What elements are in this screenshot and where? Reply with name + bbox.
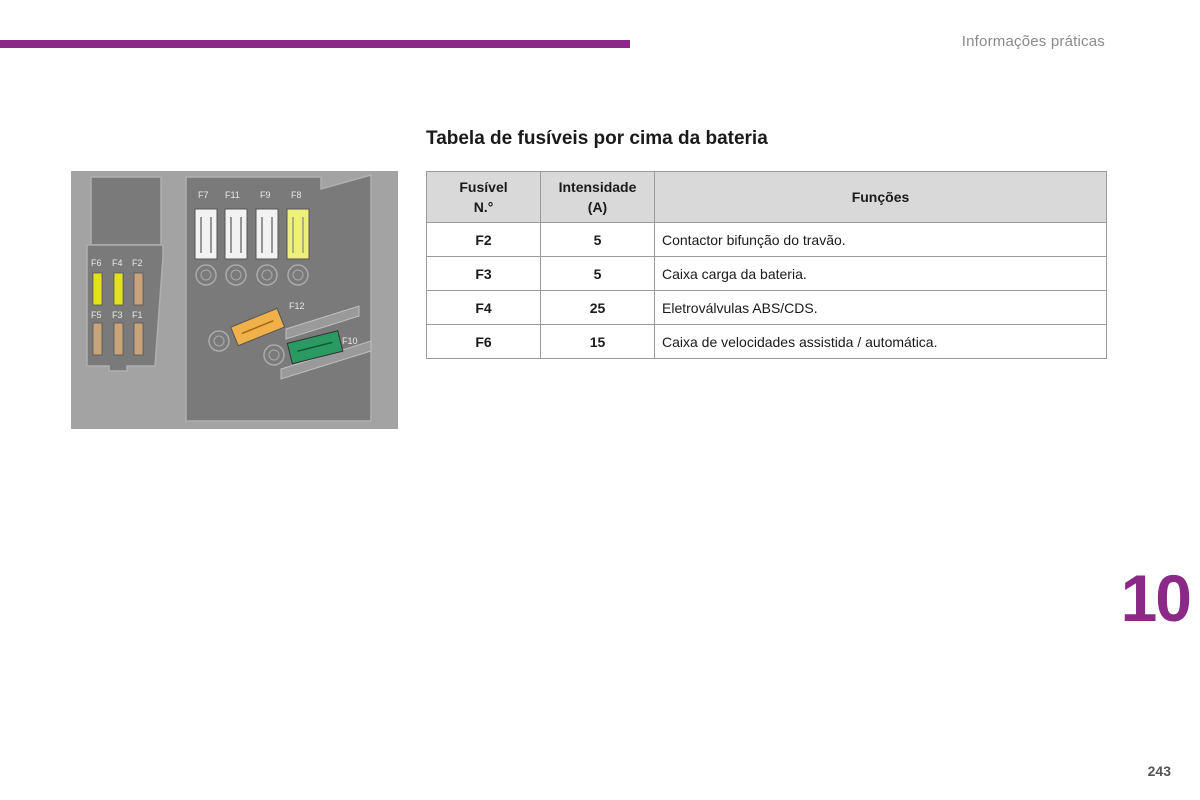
label-f12: F12 (289, 301, 305, 311)
fuse-f1 (134, 323, 143, 355)
fuse-f6 (93, 273, 102, 305)
label-f1: F1 (132, 310, 143, 320)
table-header-row (427, 172, 1107, 223)
fuse-f4 (114, 273, 123, 305)
cell-fuse: F3 (427, 257, 541, 291)
cell-amperage: 5 (541, 257, 655, 291)
header-functions: Funções (655, 172, 1107, 223)
cell-function: Contactor bifunção do travão. (655, 223, 1107, 257)
header-accent-bar (0, 40, 630, 48)
page-number: 243 (1147, 763, 1171, 779)
fuse-f5 (93, 323, 102, 355)
fuse-table (426, 171, 1107, 359)
cell-fuse: F6 (427, 325, 541, 359)
fuse-f2 (134, 273, 143, 305)
cell-fuse: F2 (427, 223, 541, 257)
cell-amperage: 5 (541, 223, 655, 257)
cell-function: Caixa de velocidades assistida / automática. (655, 325, 1107, 359)
cell-amperage: 15 (541, 325, 655, 359)
label-f9: F9 (260, 190, 271, 200)
cell-fuse: F4 (427, 291, 541, 325)
fuse-f3 (114, 323, 123, 355)
header-fuse-number (427, 172, 541, 223)
table-heading: Tabela de fusíveis por cima da bateria (426, 128, 768, 149)
label-f10: F10 (342, 336, 358, 346)
label-f4: F4 (112, 258, 123, 268)
fuse-f9 (256, 209, 278, 259)
label-f3: F3 (112, 310, 123, 320)
cell-amperage: 25 (541, 291, 655, 325)
cell-function: Eletroválvulas ABS/CDS. (655, 291, 1107, 325)
table-row (427, 325, 1107, 359)
label-f2: F2 (132, 258, 143, 268)
label-f6: F6 (91, 258, 102, 268)
label-f11: F11 (225, 190, 240, 200)
label-f5: F5 (91, 310, 102, 320)
header-amp-line2: (A) (587, 199, 608, 215)
fuse-f11 (225, 209, 247, 259)
header-fuse-line1: Fusível (459, 179, 508, 195)
label-f7: F7 (198, 190, 209, 200)
chapter-number: 10 (1120, 561, 1190, 635)
fuse-box-diagram (71, 171, 398, 429)
table-row (427, 291, 1107, 325)
fuse-f8 (287, 209, 309, 259)
table-row (427, 223, 1107, 257)
fuse-f7 (195, 209, 217, 259)
cell-function: Caixa carga da bateria. (655, 257, 1107, 291)
header-amperage (541, 172, 655, 223)
section-title: Informações práticas (961, 33, 1105, 50)
label-f8: F8 (291, 190, 302, 200)
header-fuse-line2: N.° (473, 199, 494, 215)
header-amp-line1: Intensidade (558, 179, 637, 195)
table-row (427, 257, 1107, 291)
